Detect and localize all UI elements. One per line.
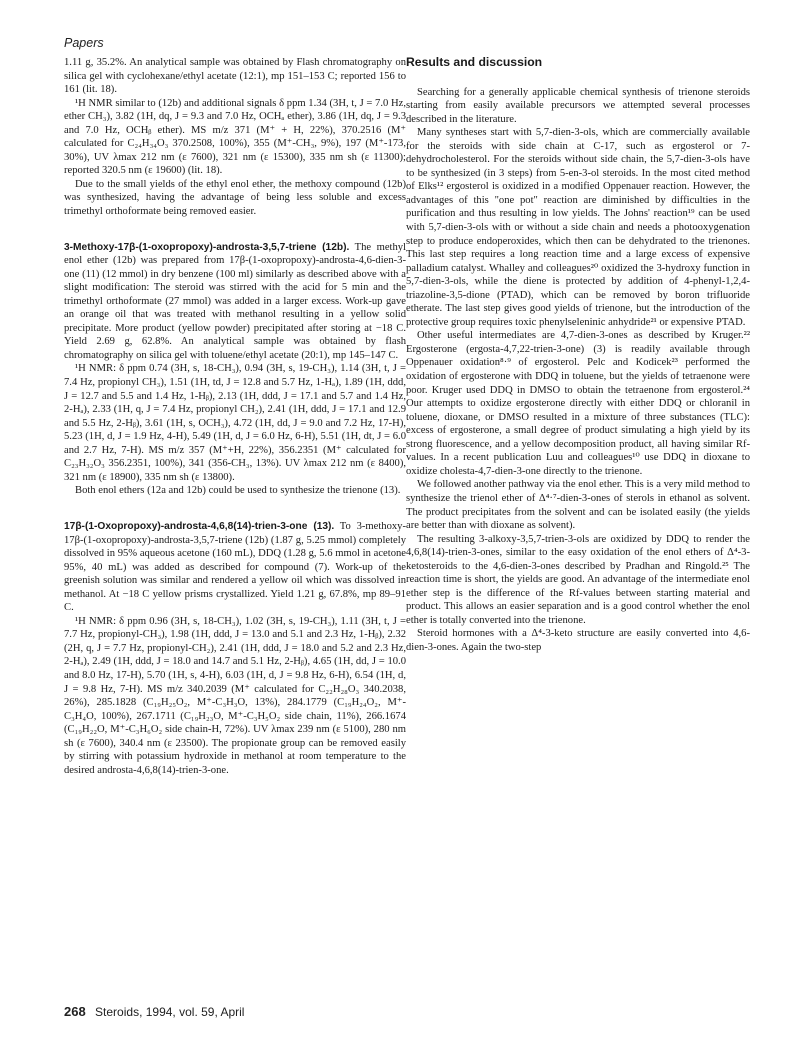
procedure-paragraph: [64, 241, 406, 363]
nmr-data-paragraph: ¹H NMR similar to (12b) and additional signals δ ppm 1.34 (3H, t, J = 7.0 Hz, ether CH₃), 3.82 (1H, dq, J = 9.3 and 7.0 Hz, OCHₐ ether), 3.86 (1H, dq, J = 9.3 and 7.0 Hz, OCHᵦ ether). MS m/z 371 (M⁺ + H, 22%), 370.2516 (M⁺ calculated for C₂₄H₃₄O₃ 370.2508, 100%), 355 (M⁺-CH₃, 9%), 197 (M⁺-173, 30%), UV λmax 212 nm (ε 7600), 321 nm (ε 15300), 335 nm sh (ε 11300); reported 320.5 nm (ε 19600) (lit. 18).: [64, 97, 406, 177]
section-heading: Results and discussion: [406, 55, 543, 69]
left-column: [64, 56, 406, 777]
page-number: 268: [64, 1004, 86, 1019]
paragraph: Other useful intermediates are 4,7-dien-3-ones as described by Kruger.²² Ergosterone (ergosta-4,7,22-trien-3-one) (3) is readily available through Oppenauer oxidation⁸·⁹ of ergosterol. Pelc and Kodicek²³ performed the oxidation of ergosterone with DDQ in toluene, but the yields of tetraenone were poor. Kruger used DDQ in DMSO to obtain the tetraenone from ergosterol.²⁴ Our attempts to oxidize ergosterone directly with either DDQ or chloranil in toluene, dioxane, or DMSO resulted in a mixture of three substances (TLC): excess of ergosterone, a small degree of product simulating a high yield by its strong fluorescence, and a yellow decomposition product, all having similar Rf-values. In a recent publication Luu and colleagues¹⁰ use DDQ in dioxane to oxidize cholesta-4,7-dien-3-one directly to the trienone.: [406, 330, 750, 477]
nmr-data-paragraph: ¹H NMR: δ ppm 0.74 (3H, s, 18-CH₃), 0.94 (3H, s, 19-CH₃), 1.14 (3H, t, J = 7.4 Hz, propionyl CH₃), 1.51 (1H, td, J = 12.8 and 5.7 Hz, 1-Hₐ), 1.89 (1H, ddd, J = 12.7 and 5.5 and 1.4 Hz, 1-Hᵦ), 2.13 (1H, ddd, J = 17.1 and 5.7 and 1.4 Hz, 2-Hₐ), 2.33 (1H, q, J = 7.4 Hz, propionyl CH₂), 2.41 (1H, ddd, J = 17.1 and 12.9 and 5.5 Hz, 2-Hᵦ), 3.61 (1H, s, OCH₃), 4.72 (1H, dd, J = 9.0 and 7.2 Hz, 17-H), 5.23 (1H, d, J = 1.9 Hz, 4-H), 5.49 (1H, d, J = 6.0 Hz, 6-H), 5.51 (1H, dt, J = 6.0 and 2.7 Hz, 7-H). MS m/z 357 (M⁺+H, 22%), 356.2351 (M⁺ calculated for C₂₃H₃₂O₃ 356.2351, 100%), 341 (356-CH₃, 13%). UV λmax 212 nm (ε 8400), 321 nm (ε 18900), 335 nm sh (ε 13800).: [64, 363, 406, 483]
right-column: [406, 56, 750, 655]
compound-title: 17β-(1-Oxopropoxy)-androsta-4,6,8(14)-trien-3-one (13).: [64, 520, 335, 532]
paragraph: Due to the small yields of the ethyl enol ether, the methoxy compound (12b) was synthesized, having the advantage of being less soluble and excess trimethyl orthoformate being removed easier.: [64, 178, 406, 218]
procedure-paragraph: [64, 520, 406, 615]
paragraph: 1.11 g, 35.2%. An analytical sample was obtained by Flash chromatography on silica gel with cyclohexane/ethyl acetate (12:1), mp 151–153 C; reported 156 to 161 (lit. 18).: [64, 57, 406, 96]
paragraph: Searching for a generally applicable chemical synthesis of trienone steroids starting from easily available precursors we attempted several processes described in the literature.: [406, 86, 750, 125]
compound-title: 3-Methoxy-17β-(1-oxopropoxy)-androsta-3,5,7-triene (12b).: [64, 241, 350, 253]
page-footer: [64, 1004, 244, 1019]
running-header: Papers: [64, 36, 104, 50]
paragraph: Steroid hormones with a Δ⁴-3-keto structure are easily converted into 4,6-dien-3-ones. Again the two-step: [406, 628, 750, 653]
paragraph: Both enol ethers (12a and 12b) could be used to synthesize the trienone (13).: [75, 485, 401, 497]
nmr-data-paragraph: ¹H NMR: δ ppm 0.96 (3H, s, 18-CH₃), 1.02 (3H, s, 19-CH₃), 1.11 (3H, t, J = 7.7 Hz, propionyl-CH₃), 1.98 (1H, ddd, J = 13.0 and 5.1 and 2.3 Hz, 1-Hᵦ), 2.32 (2H, q, J = 7.7 Hz, propionyl-CH₂), 2.41 (1H, ddd, J = 18.0 and 5.2 and 2.3 Hz, 2-Hₐ), 2.49 (1H, ddd, J = 18.0 and 14.7 and 5.1 Hz, 2-Hᵦ), 4.65 (1H, dd, J = 10.0 and 8.0 Hz, 17-H), 5.70 (1H, s, 4-H), 6.03 (1H, d, J = 9.8 Hz, 6-H), 6.54 (1H, d, J = 9.8 Hz, 7-H). MS m/z 340.2039 (M⁺ calculated for C₂₂H₂₈O₃ 340.2038, 26%), 285.1828 (C₁₉H₂₅O₂, M⁺-C₃H₃O, 13%), 284.1779 (C₁₉H₂₄O₂, M⁺-C₃H₄O, 100%), 267.1711 (C₁₉H₂₃O, M⁺-C₃H₅O₂ side chain, 11%), 266.1674 (C₁₉H₂₂O, M⁺-C₃H₆O₂ side chain-H, 72%). UV λmax 239 nm (ε 5100), 280 nm sh (ε 7600), 340.4 nm (ε 23500). The propionate group can be removed easily by stirring with potassium hydroxide in methanol at room temperature to the desired androsta-4,6,8(14)-trien-3-one.: [64, 615, 406, 776]
paragraph: The resulting 3-alkoxy-3,5,7-trien-3-ols are oxidized by DDQ to render the 4,6,8(14)-trien-3-ones, similar to the easy oxidation of the enol ethers of Δ⁴-3-ketosteroids to the 4,6-dien-3-ones described by Pradhan and Ringold.²⁵ The reaction time is short, the yields are good. An advantage of the intermediate enol ether step is the difference of the Rf-values between starting material and product. This allows an easier separation and is a good control whether the enol ether is totally converted into the trienone.: [406, 533, 750, 626]
procedure-text: The methyl enol ether (12b) was prepared from 17β-(1-oxopropoxy)-androsta-4,6-dien-3-one (11) (12 mmol) in dry benzene (100 ml) similarly as described above with a slight modification: The steroid was stirred with the acid for 5 min and the trimethyl orthoformate (27 mmol) was added in a larger excess. Work-up gave an orange oil that was treated with methanol resulting in a yellow solid precipitate. More product (yellow powder) precipitated after storing at −18 C. Yield 2.69 g, 62.8%. An analytical sample was obtained by flash chromatography on silica gel with toluene/ethyl acetate (20:1), mp 145–147 C.: [64, 241, 406, 361]
journal-citation: Steroids, 1994, vol. 59, April: [95, 1005, 245, 1019]
paragraph: Many syntheses start with 5,7-dien-3-ols, which are commercially available for the steroids with side chain at C-17, such as ergosterol or 7-dehydrocholesterol. For the steroids without side chain, the 5,7-dien-3-ols have to be synthesized (in 3 steps) from 5-en-3-ol steroids. In the most cited method of Elks¹² ergosterol is oxidized in a modified Oppenauer reaction. However, the advantages of this "one pot" reaction are diminished by difficulties in the purification and thus resulting in low yields. The Johns' reaction¹⁹ can be used with 5,7-dien-3-ols with or without a side chain and needs a photooxygenation step to produce endoperoxides, which then can be dehydrated to the trienones. This last step requires a long reaction time and a large excess of expensive palladium catalyst. Whalley and colleagues²⁰ oxidized the 3-hydroxy function in 5,7-dien-3-ols, while the diene is protected by addition of 4-phenyl-1,2,4-triazoline-3,5-dione (PTAD), which can be removed by boron trifluoride etherate. The last step gives good yields of trienone, but the introduction of the protective group requires toxic phenylseleninic anhydride²¹ or expensive PTAD.: [406, 127, 750, 328]
paragraph: We followed another pathway via the enol ether. This is a very mild method to synthesize the trienol ether of Δ⁴·⁷-dien-3-ones of sterols in ethanol as solvent. The product precipitates from the solvent and can be isolated easily (the yields are better than with dioxane as solvent).: [406, 479, 750, 532]
procedure-text: To 3-methoxy-17β-(1-oxopropoxy)-androsta-3,5,7-triene (12b) (1.87 g, 5.25 mmol) completely dissolved in 95% aqueous acetone (160 mL), DDQ (1.28 g, 5.6 mmol in acetone 95%, 40 mL) was added as described for compound (7). Work-up of the greenish solution was similar and rendered a yellow oil which was dissolved in methanol. At −18 C yellow prisms crystallized. Yield 1.21 g, 67.8%, mp 89–91 C.: [64, 520, 406, 614]
